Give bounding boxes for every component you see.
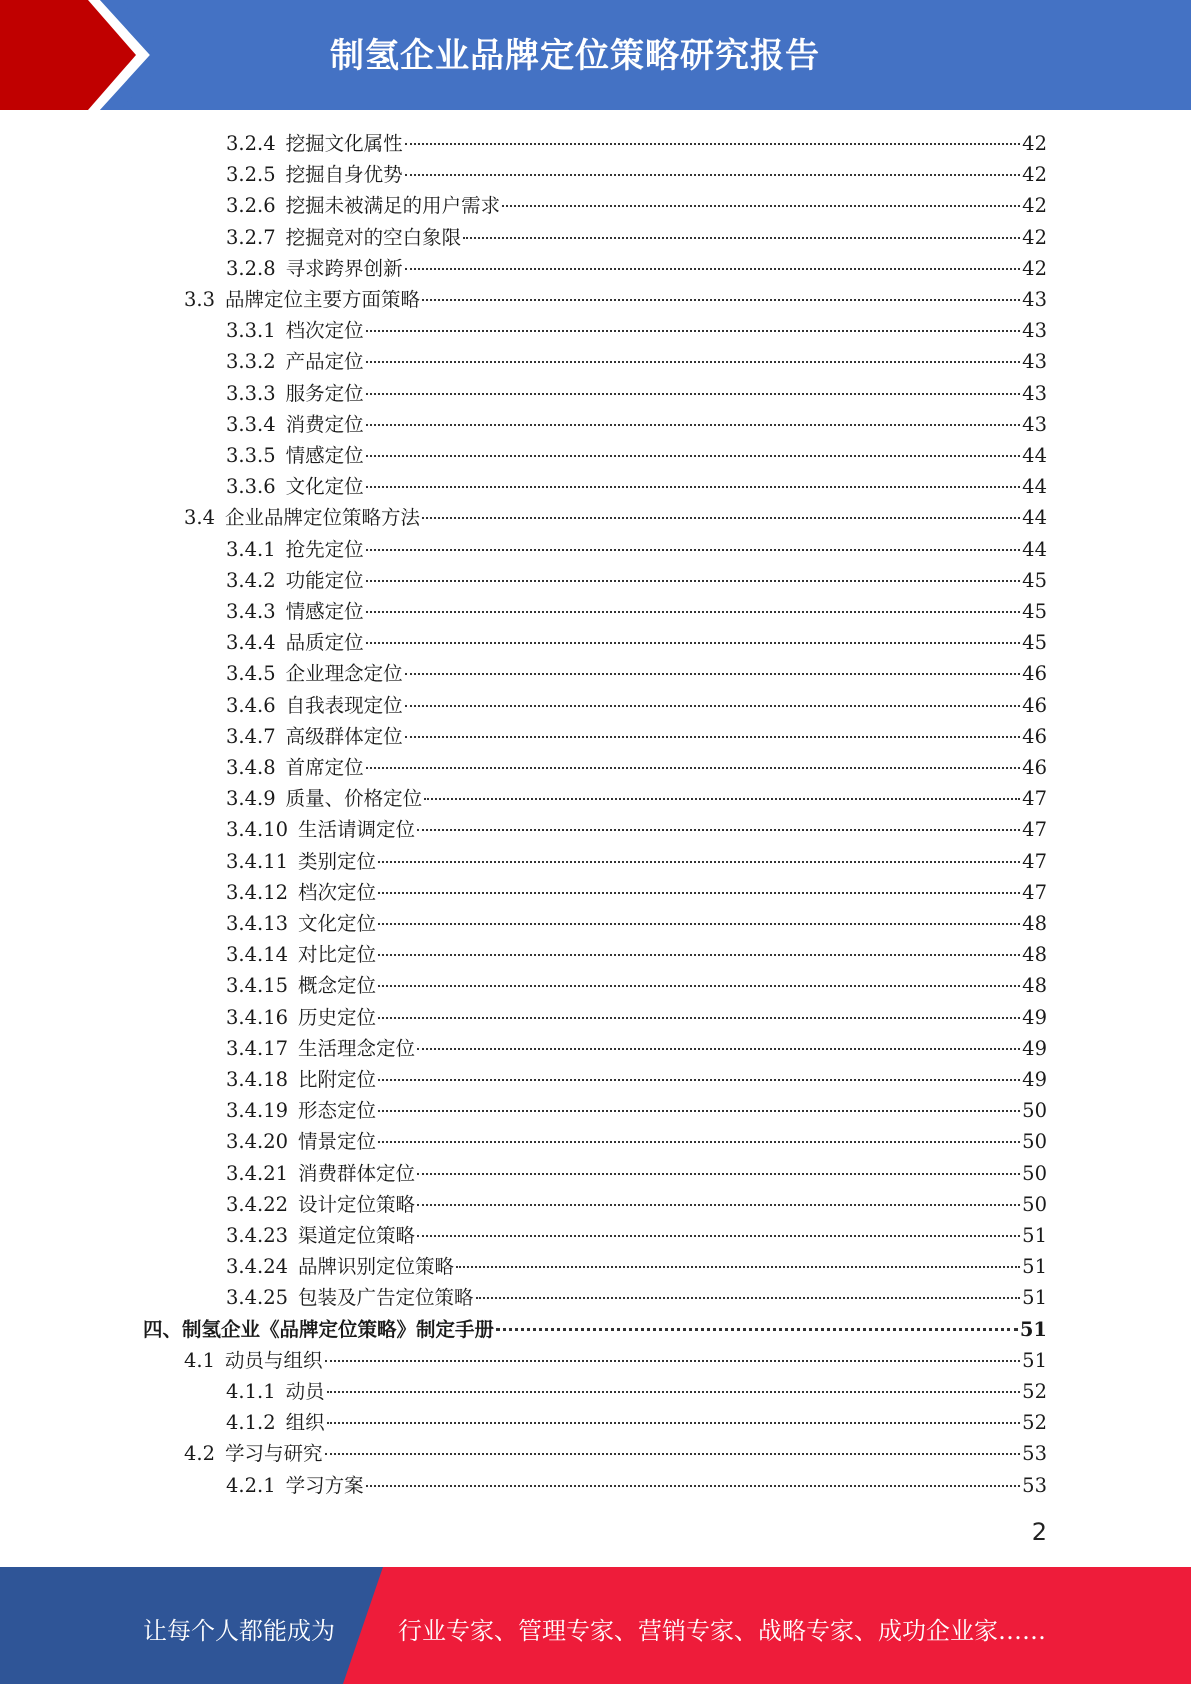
toc-entry[interactable]	[226, 128, 1047, 159]
toc-entry-number: 3.3	[184, 288, 216, 311]
toc-dot-leader	[378, 954, 1020, 956]
toc-entry-number: 3.4.5	[226, 662, 276, 686]
toc-entry-number: 3.4.23	[226, 1224, 289, 1247]
toc-entry-title: 挖掘文化属性	[285, 132, 403, 155]
toc-dot-leader	[422, 299, 1020, 301]
toc-entry-number: 3.4.24	[226, 1255, 289, 1279]
toc-entry[interactable]	[184, 1345, 1047, 1376]
toc-entry[interactable]	[226, 471, 1047, 502]
toc-entry[interactable]	[226, 440, 1047, 471]
toc-dot-leader	[476, 1297, 1021, 1299]
toc-dot-leader	[378, 923, 1020, 925]
toc-entry[interactable]	[226, 658, 1047, 689]
toc-entry-page: 42	[1022, 194, 1047, 218]
toc-entry[interactable]	[226, 1064, 1047, 1095]
toc-entry-page: 51	[1022, 1255, 1047, 1279]
toc-entry-number: 3.4.9	[226, 787, 276, 811]
toc-dot-leader	[366, 642, 1021, 644]
toc-entry-number: 4.2	[184, 1442, 216, 1466]
toc-dot-leader	[405, 174, 1021, 176]
toc-entry-title: 挖掘未被满足的用户需求	[285, 194, 501, 218]
toc-dot-leader	[366, 767, 1021, 769]
toc-entry-title: 品质定位	[285, 631, 364, 655]
toc-entry-title: 寻求跨界创新	[285, 256, 403, 280]
toc-dot-leader	[366, 393, 1021, 395]
toc-entry-number: 3.2.7	[226, 225, 276, 249]
toc-entry[interactable]	[226, 1126, 1047, 1157]
toc-entry[interactable]	[226, 1282, 1047, 1313]
toc-entry[interactable]	[226, 752, 1047, 783]
toc-entry-page: 47	[1022, 818, 1047, 842]
toc-entry-page: 42	[1022, 132, 1047, 155]
toc-entry-title: 文化定位	[285, 475, 364, 499]
toc-entry-page: 44	[1022, 475, 1047, 499]
toc-entry[interactable]	[226, 1470, 1047, 1501]
toc-entry-title: 首席定位	[285, 756, 364, 779]
toc-entry-number: 3.4	[184, 506, 216, 530]
toc-entry-title: 对比定位	[298, 943, 377, 967]
toc-entry-page: 45	[1022, 600, 1047, 623]
toc-dot-leader	[405, 143, 1021, 145]
report-title: 制氢企业品牌定位策略研究报告	[330, 36, 820, 76]
toc-entry[interactable]	[226, 1095, 1047, 1126]
toc-entry-page: 46	[1022, 662, 1047, 686]
toc-entry[interactable]	[226, 690, 1047, 721]
toc-entry-number: 3.3.6	[226, 475, 276, 499]
toc-dot-leader	[422, 517, 1020, 519]
toc-entry-number: 3.4.8	[226, 756, 276, 779]
toc-entry-title: 产品定位	[285, 350, 364, 374]
toc-entry[interactable]	[226, 1220, 1047, 1251]
page-number: 2	[1031, 1518, 1047, 1546]
toc-entry-page: 44	[1022, 506, 1047, 530]
toc-entry-page: 48	[1022, 974, 1047, 998]
toc-entry[interactable]	[226, 908, 1047, 939]
toc-dot-leader	[405, 673, 1021, 675]
toc-entry-number: 3.2.4	[226, 132, 276, 155]
toc-entry-title: 消费群体定位	[298, 1161, 416, 1185]
toc-entry-number: 3.4.22	[226, 1192, 289, 1216]
toc-entry-number: 4.1.1	[226, 1380, 276, 1403]
toc-entry-page: 42	[1022, 256, 1047, 280]
toc-dot-leader	[378, 985, 1020, 987]
toc-entry-number: 3.4.10	[226, 818, 289, 842]
toc-dot-leader	[325, 1360, 1021, 1362]
toc-dot-leader	[366, 486, 1021, 488]
toc-entry[interactable]	[226, 346, 1047, 377]
toc-entry[interactable]	[184, 284, 1047, 315]
toc-entry-title: 概念定位	[298, 974, 377, 998]
toc-entry-title: 消费定位	[285, 412, 364, 436]
toc-entry[interactable]	[226, 721, 1047, 752]
toc-entry-title: 设计定位策略	[298, 1192, 416, 1216]
toc-entry-title: 挖掘自身优势	[285, 163, 403, 187]
toc-entry-number: 4.1.2	[226, 1411, 276, 1435]
toc-entry-page: 49	[1022, 1005, 1047, 1029]
toc-entry[interactable]	[143, 1314, 1047, 1345]
toc-dot-leader	[405, 736, 1021, 738]
toc-entry-number: 3.4.16	[226, 1005, 289, 1029]
toc-dot-leader	[378, 1110, 1020, 1112]
toc-entry-page: 51	[1022, 1224, 1047, 1247]
chevron-arrow-icon	[0, 0, 160, 110]
toc-entry[interactable]	[226, 190, 1047, 221]
toc-entry[interactable]	[226, 1251, 1047, 1282]
toc-entry[interactable]	[226, 1407, 1047, 1438]
toc-dot-leader	[405, 268, 1021, 270]
toc-entry-page: 46	[1022, 693, 1047, 717]
toc-entry[interactable]	[226, 1158, 1047, 1189]
toc-entry-page: 52	[1022, 1411, 1047, 1435]
toc-entry[interactable]	[226, 409, 1047, 440]
toc-entry-title: 学习方案	[285, 1473, 364, 1497]
toc-dot-leader	[325, 1453, 1021, 1455]
toc-entry-number: 3.2.8	[226, 256, 276, 280]
toc-entry-title: 企业理念定位	[285, 662, 403, 686]
toc-entry-number: 3.3.2	[226, 350, 276, 374]
toc-entry-title: 品牌识别定位策略	[298, 1255, 455, 1279]
toc-dot-leader	[496, 1328, 1018, 1331]
toc-entry-title: 比附定位	[298, 1068, 377, 1091]
toc-dot-leader	[417, 1204, 1020, 1206]
toc-entry-page: 48	[1022, 912, 1047, 935]
report-header	[0, 0, 1191, 110]
toc-entry-page: 43	[1022, 319, 1047, 343]
toc-entry[interactable]	[226, 627, 1047, 658]
toc-entry-page: 50	[1022, 1130, 1047, 1154]
toc-entry-title: 渠道定位策略	[298, 1224, 416, 1247]
toc-entry-page: 47	[1022, 880, 1047, 904]
toc-entry-page: 53	[1022, 1442, 1047, 1466]
toc-entry[interactable]	[226, 877, 1047, 908]
toc-entry-title: 档次定位	[285, 319, 364, 343]
toc-entry-number: 3.3.3	[226, 381, 276, 405]
toc-entry[interactable]	[226, 596, 1047, 627]
toc-entry-number: 3.4.17	[226, 1036, 289, 1060]
toc-entry-page: 50	[1022, 1099, 1047, 1123]
toc-entry[interactable]	[226, 159, 1047, 190]
toc-entry-page: 44	[1022, 444, 1047, 467]
toc-entry[interactable]	[226, 1033, 1047, 1064]
toc-entry-number: 3.4.1	[226, 537, 276, 561]
toc-entry-page: 45	[1022, 568, 1047, 592]
toc-entry-page: 51	[1019, 1317, 1047, 1341]
footer-banner	[0, 1567, 1191, 1684]
toc-entry[interactable]	[184, 1438, 1047, 1469]
toc-entry-number: 3.4.14	[226, 943, 289, 967]
toc-entry-number: 3.4.11	[226, 849, 289, 873]
toc-entry-title: 文化定位	[298, 912, 377, 935]
toc-entry-page: 47	[1022, 849, 1047, 873]
toc-entry-number: 3.4.15	[226, 974, 289, 998]
toc-entry-number: 3.4.2	[226, 568, 276, 592]
toc-dot-leader	[378, 1141, 1020, 1143]
toc-entry-number: 3.4.20	[226, 1130, 289, 1154]
toc-entry[interactable]	[226, 783, 1047, 814]
toc-entry-page: 47	[1022, 787, 1047, 811]
toc-entry-page: 45	[1022, 631, 1047, 655]
toc-entry-title: 档次定位	[298, 880, 377, 904]
toc-dot-leader	[378, 1017, 1020, 1019]
toc-entry-title: 挖掘竞对的空白象限	[285, 225, 462, 249]
toc-entry-page: 42	[1022, 225, 1047, 249]
toc-entry-title: 功能定位	[285, 568, 364, 592]
toc-entry-title: 高级群体定位	[285, 724, 403, 748]
toc-entry-page: 46	[1022, 756, 1047, 779]
toc-dot-leader	[424, 798, 1020, 800]
toc-entry-page: 51	[1022, 1348, 1047, 1372]
toc-entry-title: 质量、价格定位	[285, 787, 423, 811]
toc-dot-leader	[378, 892, 1020, 894]
toc-entry-number: 3.4.6	[226, 693, 276, 717]
toc-dot-leader	[417, 1235, 1020, 1237]
toc-entry-page: 48	[1022, 943, 1047, 967]
toc-entry[interactable]	[226, 970, 1047, 1001]
toc-entry-page: 43	[1022, 412, 1047, 436]
toc-entry-title: 包装及广告定位策略	[298, 1286, 474, 1310]
toc-entry[interactable]	[226, 534, 1047, 565]
toc-entry-number: 3.4.4	[226, 631, 276, 655]
toc-entry-number: 3.4.25	[226, 1286, 289, 1310]
toc-dot-leader	[366, 549, 1021, 551]
toc-entry[interactable]	[226, 315, 1047, 346]
toc-entry-number: 3.2.5	[226, 163, 276, 187]
toc-entry-number: 4.1	[184, 1348, 216, 1372]
toc-dot-leader	[417, 1173, 1020, 1175]
toc-entry[interactable]	[226, 1376, 1047, 1407]
toc-entry[interactable]	[226, 253, 1047, 284]
toc-entry-page: 50	[1022, 1192, 1047, 1216]
toc-entry-number: 3.4.18	[226, 1068, 289, 1091]
toc-entry-page: 53	[1022, 1473, 1047, 1497]
toc-entry-number: 3.2.6	[226, 194, 276, 218]
toc-dot-leader	[463, 237, 1020, 239]
toc-entry-page: 43	[1022, 288, 1047, 311]
toc-entry-page: 44	[1022, 537, 1047, 561]
toc-dot-leader	[327, 1391, 1021, 1393]
toc-entry[interactable]	[226, 565, 1047, 596]
toc-entry-page: 42	[1022, 163, 1047, 187]
toc-entry-title: 情感定位	[285, 444, 364, 467]
footer-slogan: 让每个人都能成为	[143, 1617, 335, 1645]
toc-dot-leader	[366, 611, 1021, 613]
toc-entry-title: 情景定位	[298, 1130, 377, 1154]
toc-entry-number: 3.3.1	[226, 319, 276, 343]
toc-entry[interactable]	[184, 502, 1047, 533]
toc-entry-title: 服务定位	[285, 381, 364, 405]
toc-dot-leader	[366, 361, 1021, 363]
toc-entry-number: 3.3.4	[226, 412, 276, 436]
toc-dot-leader	[405, 705, 1021, 707]
toc-entry-title: 企业品牌定位策略方法	[225, 506, 421, 530]
toc-entry-page: 49	[1022, 1036, 1047, 1060]
toc-entry-title: 学习与研究	[225, 1442, 323, 1466]
toc-entry-page: 51	[1022, 1286, 1047, 1310]
toc-dot-leader	[327, 1422, 1021, 1424]
toc-dot-leader	[417, 829, 1020, 831]
toc-entry-number: 3.4.12	[226, 880, 289, 904]
toc-entry-title: 历史定位	[298, 1005, 377, 1029]
toc-dot-leader	[456, 1266, 1020, 1268]
toc-entry[interactable]	[226, 814, 1047, 845]
toc-entry-title: 四、制氢企业《品牌定位策略》制定手册	[143, 1317, 495, 1341]
toc-entry-number: 3.4.3	[226, 600, 276, 623]
toc-dot-leader	[502, 205, 1020, 207]
toc-entry[interactable]	[226, 378, 1047, 409]
toc-entry-title: 情感定位	[285, 600, 364, 623]
toc-dot-leader	[366, 424, 1021, 426]
toc-entry-title: 抢先定位	[285, 537, 364, 561]
toc-dot-leader	[366, 330, 1021, 332]
toc-entry-number: 3.3.5	[226, 444, 276, 467]
toc-entry-title: 生活请调定位	[298, 818, 416, 842]
footer-roles: 行业专家、管理专家、营销专家、战略专家、成功企业家……	[398, 1617, 1046, 1645]
toc-entry-number: 4.2.1	[226, 1473, 276, 1497]
toc-entry[interactable]	[226, 1002, 1047, 1033]
toc-entry-number: 3.4.13	[226, 912, 289, 935]
toc-entry-page: 43	[1022, 350, 1047, 374]
toc-entry[interactable]	[226, 939, 1047, 970]
toc-entry-page: 46	[1022, 724, 1047, 748]
toc-dot-leader	[366, 580, 1021, 582]
toc-entry[interactable]	[226, 846, 1047, 877]
toc-dot-leader	[417, 1048, 1020, 1050]
toc-entry[interactable]	[226, 1189, 1047, 1220]
toc-entry-title: 类别定位	[298, 849, 377, 873]
toc-entry-page: 52	[1022, 1380, 1047, 1403]
toc-entry-page: 43	[1022, 381, 1047, 405]
toc-entry-number: 3.4.7	[226, 724, 276, 748]
toc-entry[interactable]	[226, 222, 1047, 253]
toc-dot-leader	[378, 861, 1020, 863]
toc-entry-title: 形态定位	[298, 1099, 377, 1123]
toc-dot-leader	[366, 455, 1021, 457]
toc-entry-number: 3.4.19	[226, 1099, 289, 1123]
toc-entry-page: 50	[1022, 1161, 1047, 1185]
toc-entry-number: 3.4.21	[226, 1161, 289, 1185]
toc-entry-title: 品牌定位主要方面策略	[225, 288, 421, 311]
toc-entry-title: 自我表现定位	[285, 693, 403, 717]
toc-entry-title: 动员	[285, 1380, 325, 1403]
toc-entry-title: 动员与组织	[225, 1348, 323, 1372]
toc-entry-page: 49	[1022, 1068, 1047, 1091]
toc-entry-title: 组织	[285, 1411, 325, 1435]
toc-dot-leader	[378, 1079, 1020, 1081]
toc-entry-title: 生活理念定位	[298, 1036, 416, 1060]
toc-dot-leader	[366, 1485, 1021, 1487]
